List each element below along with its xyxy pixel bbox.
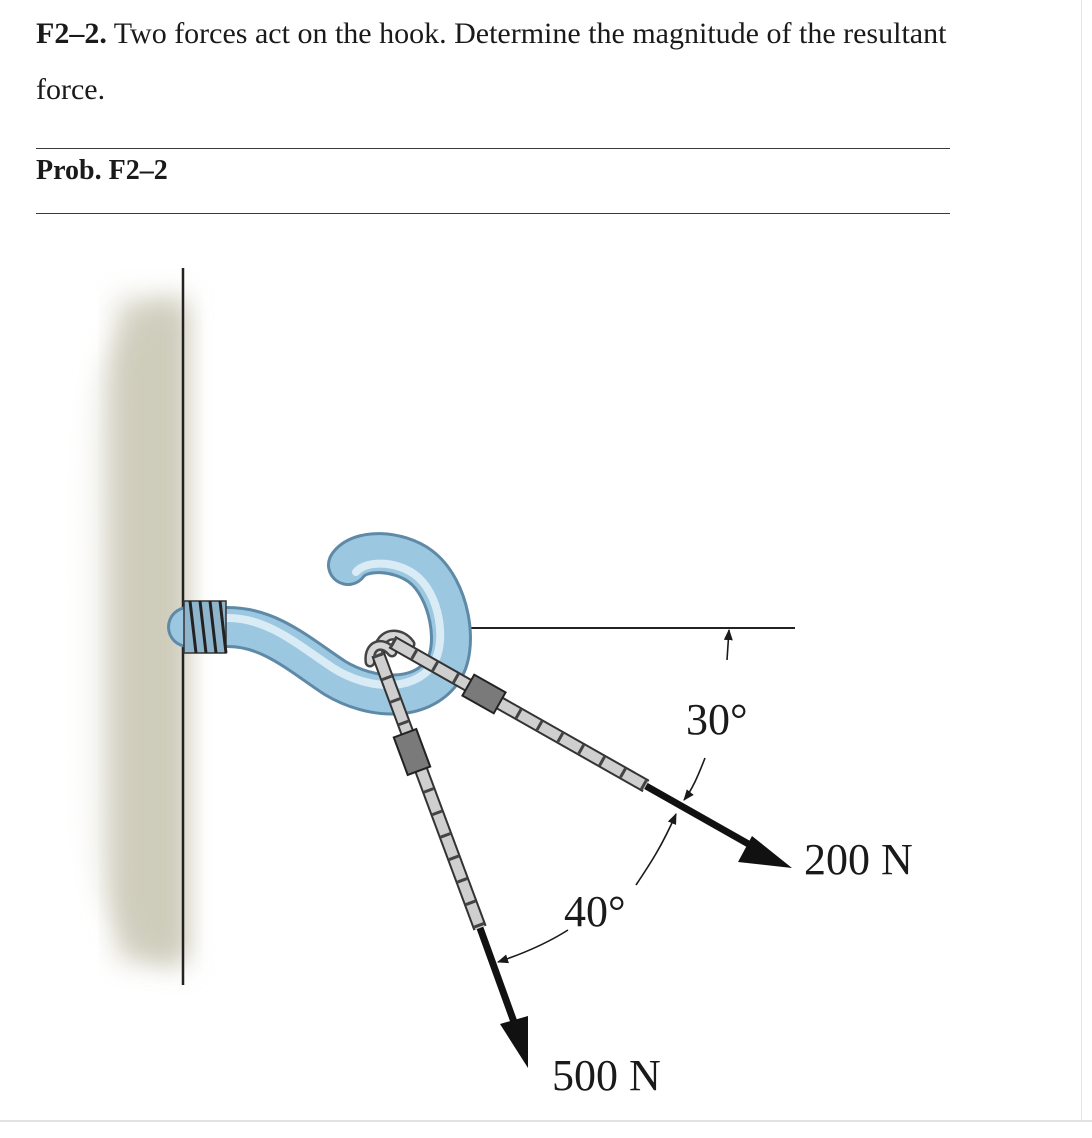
figure-caption: Prob. F2–2	[36, 155, 168, 186]
angle-label-40: 40°	[564, 887, 626, 936]
hook-threads	[184, 601, 226, 653]
force-arrow-200	[646, 786, 792, 868]
force-label-200: 200 N	[804, 835, 913, 884]
ferrule-lower	[394, 729, 430, 775]
problem-text: Two forces act on the hook. Determine the magnitude of the resultant force.	[36, 17, 947, 106]
angle-label-30: 30°	[686, 695, 748, 744]
page-bottom-border	[0, 1120, 1092, 1138]
scrollbar-track[interactable]	[1081, 0, 1092, 1122]
hook	[188, 553, 451, 694]
problem-number: F2–2.	[36, 17, 107, 50]
force-label-500: 500 N	[552, 1051, 661, 1100]
force-arrow-500	[480, 928, 528, 1068]
